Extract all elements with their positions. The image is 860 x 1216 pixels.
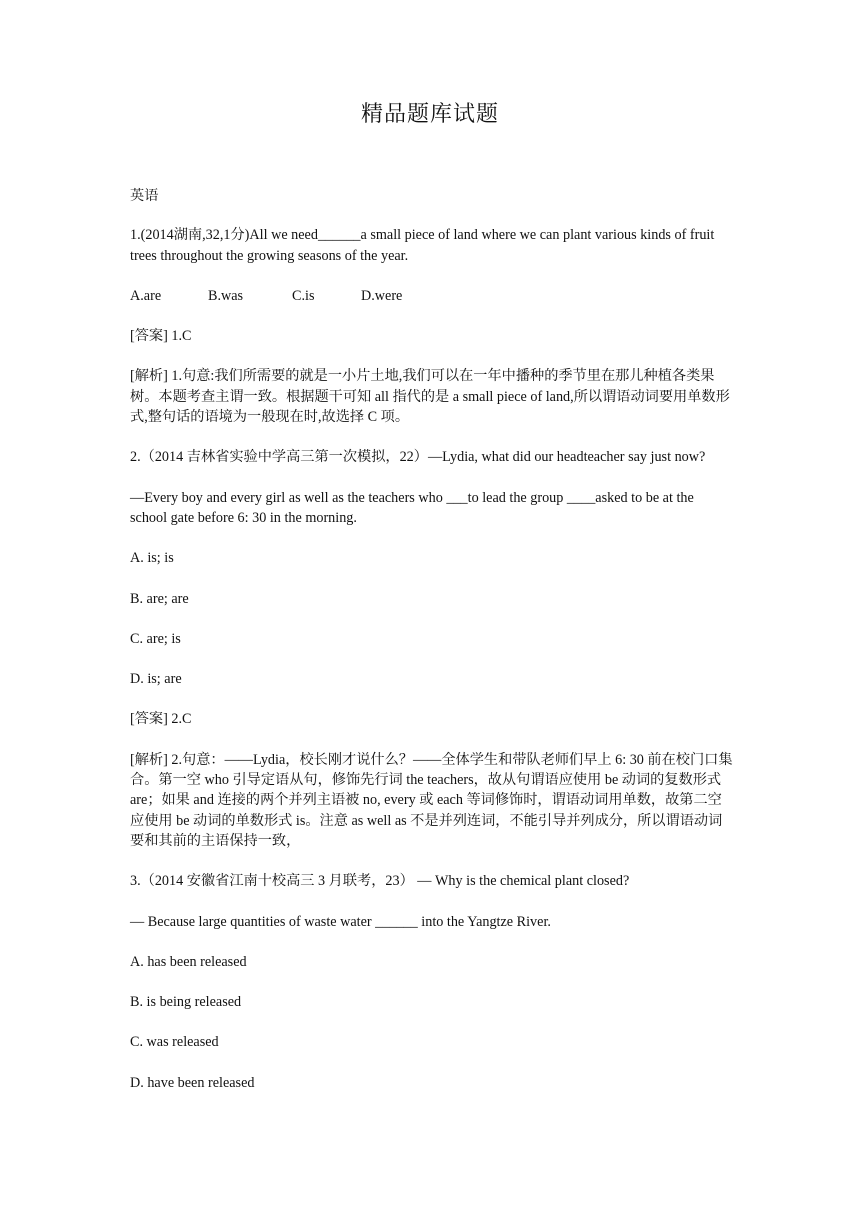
question-2-dialogue: —Every boy and every girl as well as the teachers who ___to lead the group ____asked to be at the school gate before 6: 30 in the morning. — [130, 489, 694, 526]
question-2-option-c: C. are; is — [130, 630, 181, 647]
question-2-analysis: [解析] 2.句意：——Lydia，校长刚才说什么？——全体学生和带队老师们早上 6: 30 前在校门口集合。第一空 who 引导定语从句，修饰先行词 the teachers，故从句谓语应使用 be 动词的复数形式 are；如果 and 连接的两个并列主语被 no, every 或 each 等词修饰时，谓语动词用单数，故第二空应使用 be 动词的单数形式 is。注意 as well as 不是并列连词，不能引导并列成分，所以谓语动词要和其前的主语保持一致， — [130, 751, 733, 849]
question-2-option-a: A. is; is — [130, 550, 174, 567]
option-d: D.were — [361, 287, 403, 304]
question-2-stem: 2.（2014 吉林省实验中学高三第一次模拟，22）—Lydia, what did our headteacher say just now? — [130, 449, 706, 466]
subject-label: 英语 — [130, 188, 159, 204]
question-1-answer: [答案] 1.C — [130, 328, 192, 345]
question-2-option-b: B. are; are — [130, 590, 189, 607]
question-3-option-c: C. was released — [130, 1034, 219, 1051]
question-1-analysis: [解析] 1.句意:我们所需要的就是一小片土地,我们可以在一年中播种的季节里在那儿种植各类果树。本题考查主谓一致。根据题干可知 all 指代的是 a small piece of land,所以谓语动词要用单数形式,整句话的语境为一般现在时,故选择 C 项。 — [130, 368, 730, 426]
question-3-option-a: A. has been released — [130, 953, 247, 970]
question-2-option-d: D. is; are — [130, 671, 182, 688]
question-3-stem: 3.（2014 安徽省江南十校高三 3 月联考，23） — Why is the chemical plant closed? — [130, 873, 630, 890]
document-body — [130, 186, 734, 1113]
option-a: A.are — [130, 287, 162, 304]
page-title: 精品题库试题 — [360, 101, 499, 126]
question-1-stem: 1.(2014湖南,32,1分)All we need______a small piece of land where we can plant various kinds of fruit trees throughout the growing seasons of the year. — [130, 227, 715, 264]
question-2-answer: [答案] 2.C — [130, 711, 192, 728]
option-b: B.was — [208, 287, 244, 304]
question-1-options — [130, 286, 734, 306]
question-3-dialogue: — Because large quantities of waste water ______ into the Yangtze River. — [130, 913, 551, 930]
question-3-option-b: B. is being released — [130, 994, 242, 1011]
option-c: C.is — [292, 287, 315, 304]
question-3-option-d: D. have been released — [130, 1074, 255, 1091]
